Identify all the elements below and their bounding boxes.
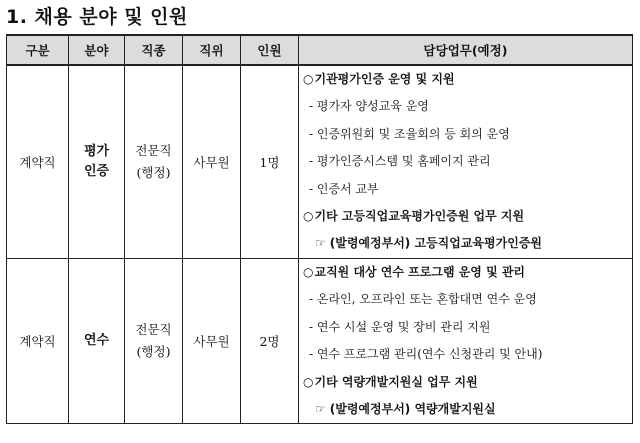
duty-item: - 온라인, 오프라인 또는 혼합대면 연수 운영 — [309, 292, 537, 307]
department-note: ☞ (발령예정부서) 고등직업교육평가인증원 — [315, 236, 542, 251]
employment-type: 계약직 — [7, 65, 69, 259]
field-cell: 연수 — [69, 259, 125, 424]
job-type-line: 전문직 — [135, 143, 172, 158]
duty-item: - 평가인증시스템 및 홈페이지 관리 — [309, 154, 491, 169]
pointing-hand-icon: ☞ — [315, 236, 326, 251]
department-note: ☞ (발령예정부서) 역량개발지원실 — [315, 401, 496, 416]
duty-heading: ○기타 고등직업교육평가인증원 업무 지원 — [303, 208, 525, 223]
header-job-type: 직종 — [125, 35, 183, 65]
table-row — [7, 259, 633, 424]
duties-cell — [299, 65, 633, 259]
header-category: 구분 — [7, 35, 69, 65]
field-cell — [69, 65, 125, 259]
job-type-cell — [125, 65, 183, 259]
circle-bullet-icon: ○ — [303, 72, 314, 86]
employment-type: 계약직 — [7, 259, 69, 424]
duty-heading: ○교직원 대상 연수 프로그램 운영 및 관리 — [303, 265, 526, 279]
position-cell: 사무원 — [183, 259, 241, 424]
duty-item: - 평가자 양성교육 운영 — [309, 99, 429, 114]
duty-item: - 인증서 교부 — [309, 181, 379, 196]
header-position: 직위 — [183, 35, 241, 65]
job-type-line: (행정) — [136, 344, 171, 360]
job-type-cell — [125, 259, 183, 424]
circle-bullet-icon: ○ — [303, 374, 314, 389]
job-type-line: 전문직 — [135, 322, 172, 338]
duty-item: - 연수 시설 운영 및 장비 관리 지원 — [309, 319, 491, 334]
field-line: 평가 — [83, 144, 110, 159]
circle-bullet-icon: ○ — [303, 208, 314, 223]
header-duties: 담당업무(예정) — [299, 35, 633, 65]
field-line: 인증 — [83, 164, 110, 179]
recruitment-table — [6, 34, 633, 424]
duty-heading: ○기관평가인증 운영 및 지원 — [303, 72, 455, 86]
duty-heading: ○기타 역량개발지원실 업무 지원 — [303, 374, 478, 389]
job-type-line: (행정) — [136, 165, 171, 180]
duty-item: - 연수 프로그램 관리(연수 신청관리 및 안내) — [309, 347, 543, 362]
header-headcount: 인원 — [241, 35, 299, 65]
table-row — [7, 65, 633, 259]
duties-cell — [299, 259, 633, 424]
pointing-hand-icon: ☞ — [315, 401, 326, 416]
page-title: 1. 채용 분야 및 인원 — [6, 6, 188, 28]
duty-item: - 인증위원회 및 조율회의 등 회의 운영 — [309, 126, 510, 141]
headcount-cell: 2명 — [241, 259, 299, 424]
headcount-cell: 1명 — [241, 65, 299, 259]
table-header-row — [7, 35, 633, 65]
position-cell: 사무원 — [183, 65, 241, 259]
circle-bullet-icon: ○ — [303, 265, 314, 279]
header-field: 분야 — [69, 35, 125, 65]
